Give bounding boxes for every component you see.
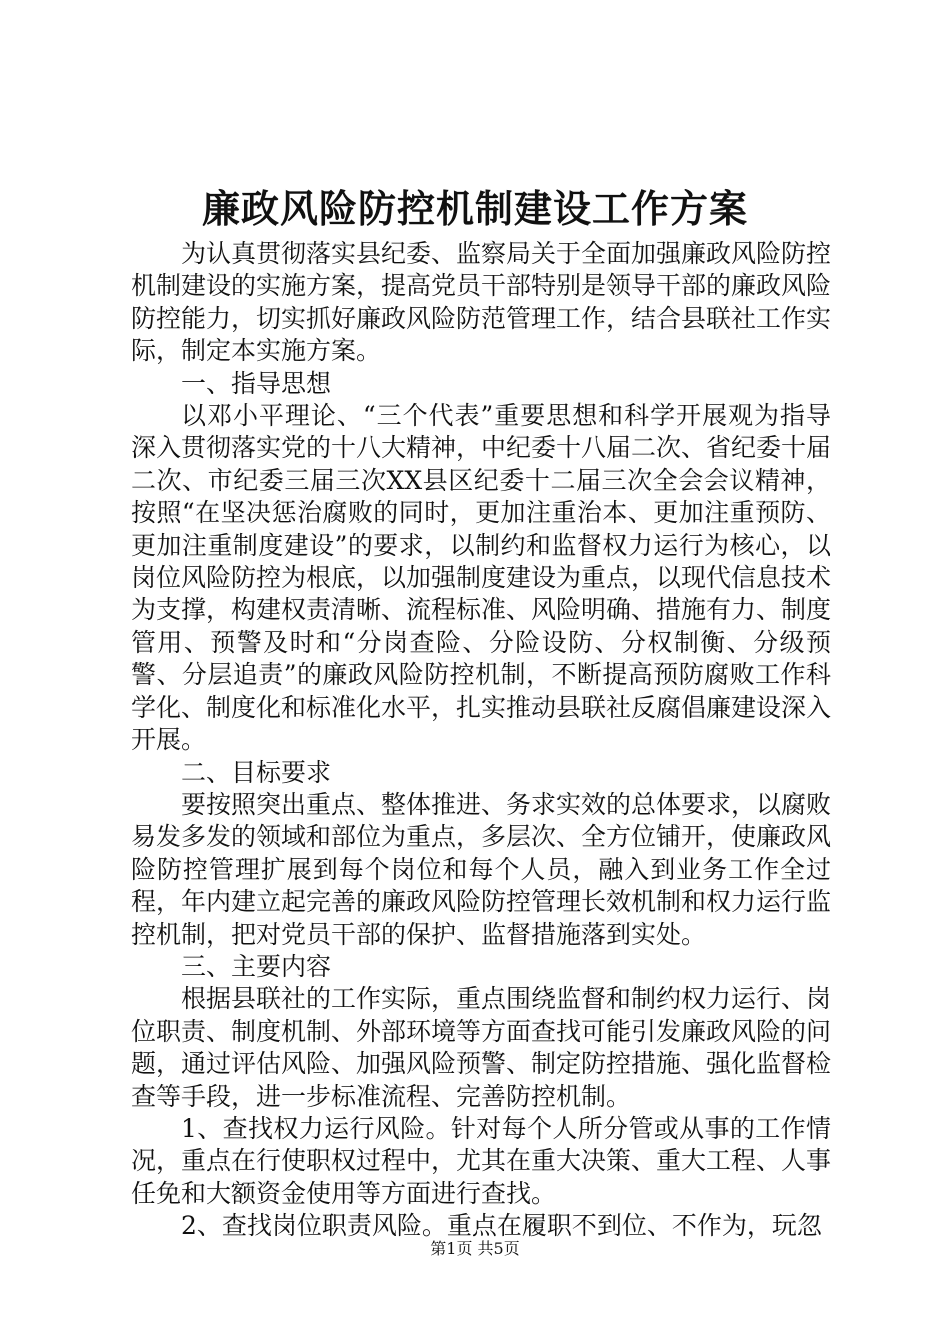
intro-paragraph: 为认真贯彻落实县纪委、监察局关于全面加强廉政风险防控机制建设的实施方案，提高党员干部特别是领导干部的廉政风险防控能力，切实抓好廉政风险防范管理工作，结合县联社工作实际，制定本实施方案。 <box>131 239 832 366</box>
item-2-paragraph: 2、查找岗位职责风险。重点在履职不到位、不作为，玩忽 <box>181 1211 822 1241</box>
document-body <box>131 238 831 1243</box>
item-1-paragraph: 1、查找权力运行风险。针对每个人所分管或从事的工作情况，重点在行使职权过程中，尤其在重大决策、重大工程、人事任免和大额资金使用等方面进行查找。 <box>131 1113 832 1208</box>
main-content-paragraph: 根据县联社的工作实际，重点围绕监督和制约权力运行、岗位职责、制度机制、外部环境等方面查找可能引发廉政风险的问题，通过评估风险、加强风险预警、制定防控措施、强化监督检查等手段，进一步标准流程、完善防控机制。 <box>131 984 832 1111</box>
page-footer: 第1页 共5页 <box>430 1239 520 1258</box>
section-heading-main-content: 三、主要内容 <box>181 951 332 981</box>
section-heading-guiding-ideology: 一、指导思想 <box>181 368 332 398</box>
guiding-ideology-paragraph: 以邓小平理论、“三个代表”重要思想和科学开展观为指导深入贯彻落实党的十八大精神，中纪委十八届二次、省纪委十届二次、市纪委三届三次XX县区纪委十二届三次全会会议精神，按照“在坚决惩治腐败的同时，更加注重治本、更加注重预防、更加注重制度建设”的要求，以制约和监督权力运行为核心，以岗位风险防控为根底，以加强制度建设为重点，以现代信息技术为支撑，构建权责清晰、流程标准、风险明确、措施有力、制度管用、预警及时和“分岗查险、分险设防、分权制衡、分级预警、分层追责”的廉政风险防控机制，不断提高预防腐败工作科学化、制度化和标准化水平，扎实推动县联社反腐倡廉建设深入开展。 <box>131 401 832 755</box>
goals-paragraph: 要按照突出重点、整体推进、务求实效的总体要求，以腐败易发多发的领域和部位为重点，多层次、全方位铺开，使廉政风险防控管理扩展到每个岗位和每个人员，融入到业务工作全过程，年内建立起完善的廉政风险防控管理长效机制和权力运行监控机制，把对党员干部的保护、监督措施落到实处。 <box>131 789 832 949</box>
document-title: 廉政风险防控机制建设工作方案 <box>201 186 748 231</box>
section-heading-goals: 二、目标要求 <box>181 757 332 787</box>
